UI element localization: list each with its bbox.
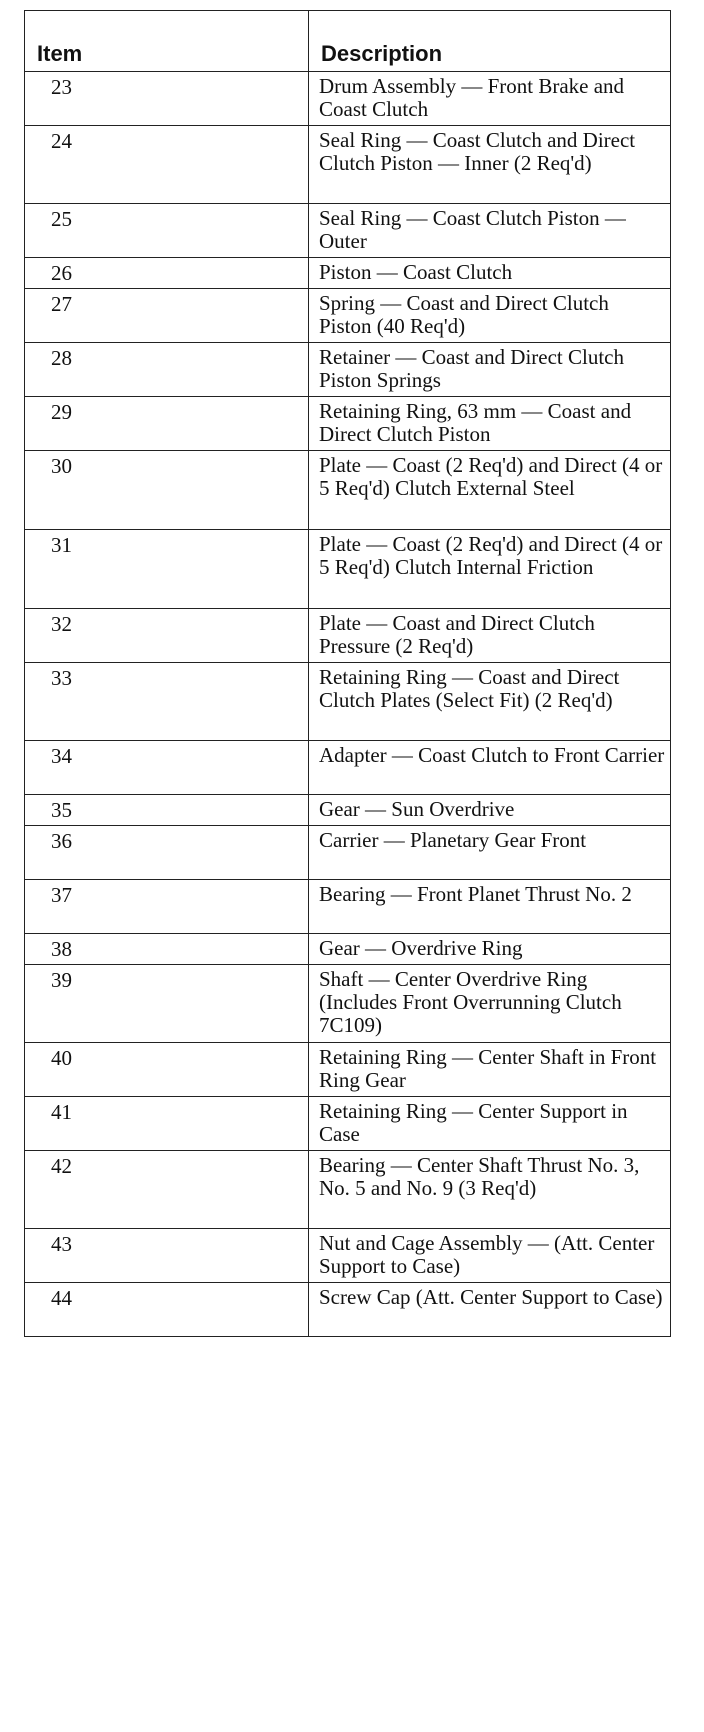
table-row	[25, 663, 671, 741]
parts-list-document	[24, 10, 670, 1337]
item-number-cell: 44	[25, 1283, 309, 1337]
table-row	[25, 126, 671, 204]
item-number-cell: 41	[25, 1097, 309, 1151]
item-number-cell: 43	[25, 1229, 309, 1283]
item-number-cell: 33	[25, 663, 309, 741]
description-cell: Screw Cap (Att. Center Support to Case)	[309, 1283, 671, 1337]
item-number-cell: 40	[25, 1043, 309, 1097]
table-row	[25, 530, 671, 609]
description-cell: Retainer — Coast and Direct Clutch Piston Springs	[309, 343, 671, 397]
description-cell: Retaining Ring — Coast and Direct Clutch Plates (Select Fit) (2 Req'd)	[309, 663, 671, 741]
description-cell: Plate — Coast (2 Req'd) and Direct (4 or 5 Req'd) Clutch External Steel	[309, 451, 671, 530]
table-row	[25, 934, 671, 965]
table-row	[25, 880, 671, 934]
table-row	[25, 289, 671, 343]
description-cell: Piston — Coast Clutch	[309, 258, 671, 289]
table-row	[25, 397, 671, 451]
description-cell: Bearing — Center Shaft Thrust No. 3, No. 5 and No. 9 (3 Req'd)	[309, 1151, 671, 1229]
description-cell: Plate — Coast and Direct Clutch Pressure (2 Req'd)	[309, 609, 671, 663]
item-number-cell: 32	[25, 609, 309, 663]
description-cell: Bearing — Front Planet Thrust No. 2	[309, 880, 671, 934]
item-number-cell: 29	[25, 397, 309, 451]
item-number-cell: 27	[25, 289, 309, 343]
item-number-cell: 24	[25, 126, 309, 204]
item-number-cell: 28	[25, 343, 309, 397]
item-number-cell: 37	[25, 880, 309, 934]
table-row	[25, 343, 671, 397]
item-number-cell: 38	[25, 934, 309, 965]
item-number-cell: 42	[25, 1151, 309, 1229]
description-cell: Retaining Ring — Center Support in Case	[309, 1097, 671, 1151]
table-row	[25, 965, 671, 1043]
header-row	[25, 11, 671, 72]
description-cell: Shaft — Center Overdrive Ring (Includes Front Overrunning Clutch 7C109)	[309, 965, 671, 1043]
table-row	[25, 204, 671, 258]
description-column-header: Description	[309, 11, 671, 72]
item-number-cell: 36	[25, 826, 309, 880]
table-row	[25, 1283, 671, 1337]
item-column-header: Item	[25, 11, 309, 72]
table-row	[25, 609, 671, 663]
description-cell: Gear — Overdrive Ring	[309, 934, 671, 965]
item-number-cell: 26	[25, 258, 309, 289]
table-row	[25, 1229, 671, 1283]
item-number-cell: 23	[25, 72, 309, 126]
item-number-cell: 31	[25, 530, 309, 609]
table-row	[25, 258, 671, 289]
description-cell: Seal Ring — Coast Clutch Piston — Outer	[309, 204, 671, 258]
item-number-cell: 30	[25, 451, 309, 530]
description-cell: Plate — Coast (2 Req'd) and Direct (4 or 5 Req'd) Clutch Internal Friction	[309, 530, 671, 609]
description-cell: Carrier — Planetary Gear Front	[309, 826, 671, 880]
description-cell: Retaining Ring — Center Shaft in Front Ring Gear	[309, 1043, 671, 1097]
table-row	[25, 1151, 671, 1229]
parts-table	[24, 10, 671, 1337]
table-row	[25, 795, 671, 826]
item-number-cell: 25	[25, 204, 309, 258]
description-cell: Nut and Cage Assembly — (Att. Center Support to Case)	[309, 1229, 671, 1283]
description-cell: Gear — Sun Overdrive	[309, 795, 671, 826]
description-cell: Retaining Ring, 63 mm — Coast and Direct Clutch Piston	[309, 397, 671, 451]
table-row	[25, 1043, 671, 1097]
item-number-cell: 39	[25, 965, 309, 1043]
description-cell: Drum Assembly — Front Brake and Coast Clutch	[309, 72, 671, 126]
table-row	[25, 451, 671, 530]
table-row	[25, 1097, 671, 1151]
description-cell: Spring — Coast and Direct Clutch Piston (40 Req'd)	[309, 289, 671, 343]
item-number-cell: 34	[25, 741, 309, 795]
item-number-cell: 35	[25, 795, 309, 826]
description-cell: Seal Ring — Coast Clutch and Direct Clutch Piston — Inner (2 Req'd)	[309, 126, 671, 204]
table-row	[25, 741, 671, 795]
table-row	[25, 72, 671, 126]
table-row	[25, 826, 671, 880]
description-cell: Adapter — Coast Clutch to Front Carrier	[309, 741, 671, 795]
